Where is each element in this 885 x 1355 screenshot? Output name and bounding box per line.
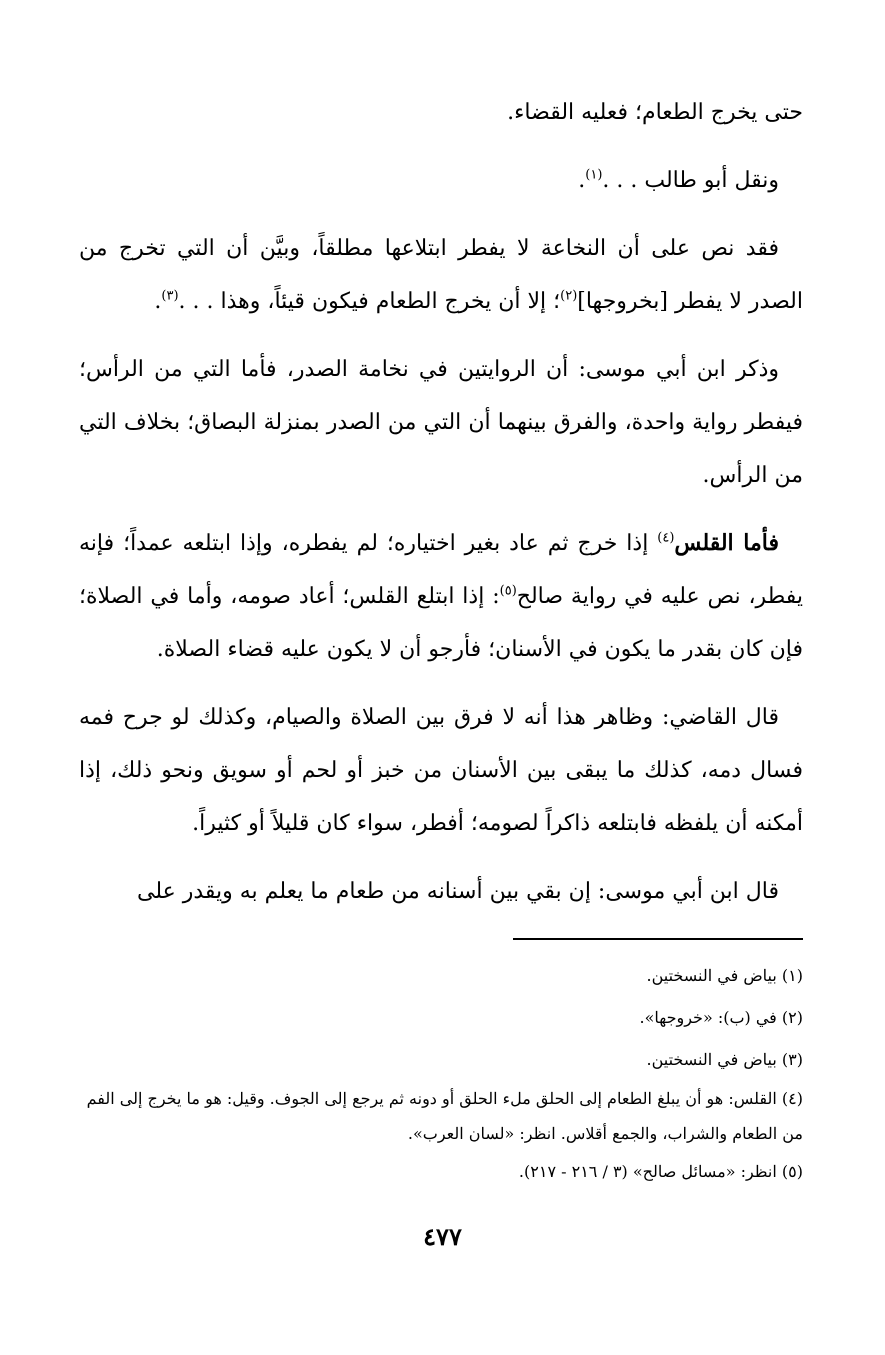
main-text — [79, 86, 803, 918]
footnote-5: (٥) انظر: «مسائل صالح» (٣ / ٢١٦ - ٢١٧). — [518, 1162, 803, 1181]
paragraph-5: فأما القلس$^{(٤)}$ إذا خرج ثم عاد بغير اختياره؛ لم يفطره، وإذا ابتلعه عمداً؛ فإنه يفطر، نص عليه في رواية صالح$^{(٥)}$: إذا ابتلع القلس؛ أعاد صومه، وأما في الصلاة؛ فإن كان بقدر ما يكون في الأسنان؛ فأرجو أن لا يكون عليه قضاء الصلاة. — [79, 530, 803, 662]
footnotes — [79, 955, 803, 1193]
footnote-ref-5: (٥) — [499, 583, 517, 599]
footnote-divider — [513, 938, 803, 940]
paragraph-1: حتى يخرج الطعام؛ فعليه القضاء. — [507, 100, 803, 125]
paragraph-2: ونقل أبو طالب . . .$^{(١)}$. — [578, 167, 779, 193]
paragraph-7: قال ابن أبي موسى: إن بقي بين أسنانه من طعام ما يعلم به ويقدر على — [136, 879, 779, 904]
footnote-ref-3: (٣) — [161, 288, 179, 304]
bold-term: فأما القلس — [674, 530, 779, 556]
footnote-ref-4: (٤) — [657, 530, 675, 546]
footnote-1: (١) بياض في النسختين. — [646, 966, 803, 985]
page-number: ٤٧٧ — [423, 1222, 462, 1251]
footnote-4: (٤) القلس: هو أن يبلغ الطعام إلى الحلق ملء الحلق أو دونه ثم يرجع إلى الجوف. وقيل: هو ما يخرج إلى الفم من الطعام والشراب، والجمع أقلاس. انظر: «لسان العرب». — [86, 1089, 803, 1143]
footnote-3: (٣) بياض في النسختين. — [646, 1050, 803, 1069]
footnote-2: (٢) في (ب): «خروجها». — [639, 1008, 803, 1027]
paragraph-4: وذكر ابن أبي موسى: أن الروايتين في نخامة الصدر، فأما التي من الرأس؛ فيفطر رواية واحدة، والفرق بينهما أن التي من الصدر بمنزلة البصاق؛ بخلاف التي من الرأس. — [79, 357, 803, 488]
paragraph-3: فقد نص على أن النخاعة لا يفطر ابتلاعها مطلقاً، وبيَّن أن التي تخرج من الصدر لا يفطر [بخروجها]$^{(٢)}$؛ إلا أن يخرج الطعام فيكون قيئاً، وهذا . . .$^{(٣)}$. — [79, 236, 803, 314]
footnote-ref-2: (٢) — [560, 288, 578, 304]
footnote-ref-1: (١) — [585, 167, 603, 183]
paragraph-6: قال القاضي: وظاهر هذا أنه لا فرق بين الصلاة والصيام، وكذلك لو جرح فمه فسال دمه، كذلك ما يبقى بين الأسنان من خبز أو لحم أو سويق ونحو ذلك، إذا أمكنه أن يلفظه فابتلعه ذاكراً لصومه؛ أفطر، سواء كان قليلاً أو كثيراً. — [79, 705, 803, 836]
